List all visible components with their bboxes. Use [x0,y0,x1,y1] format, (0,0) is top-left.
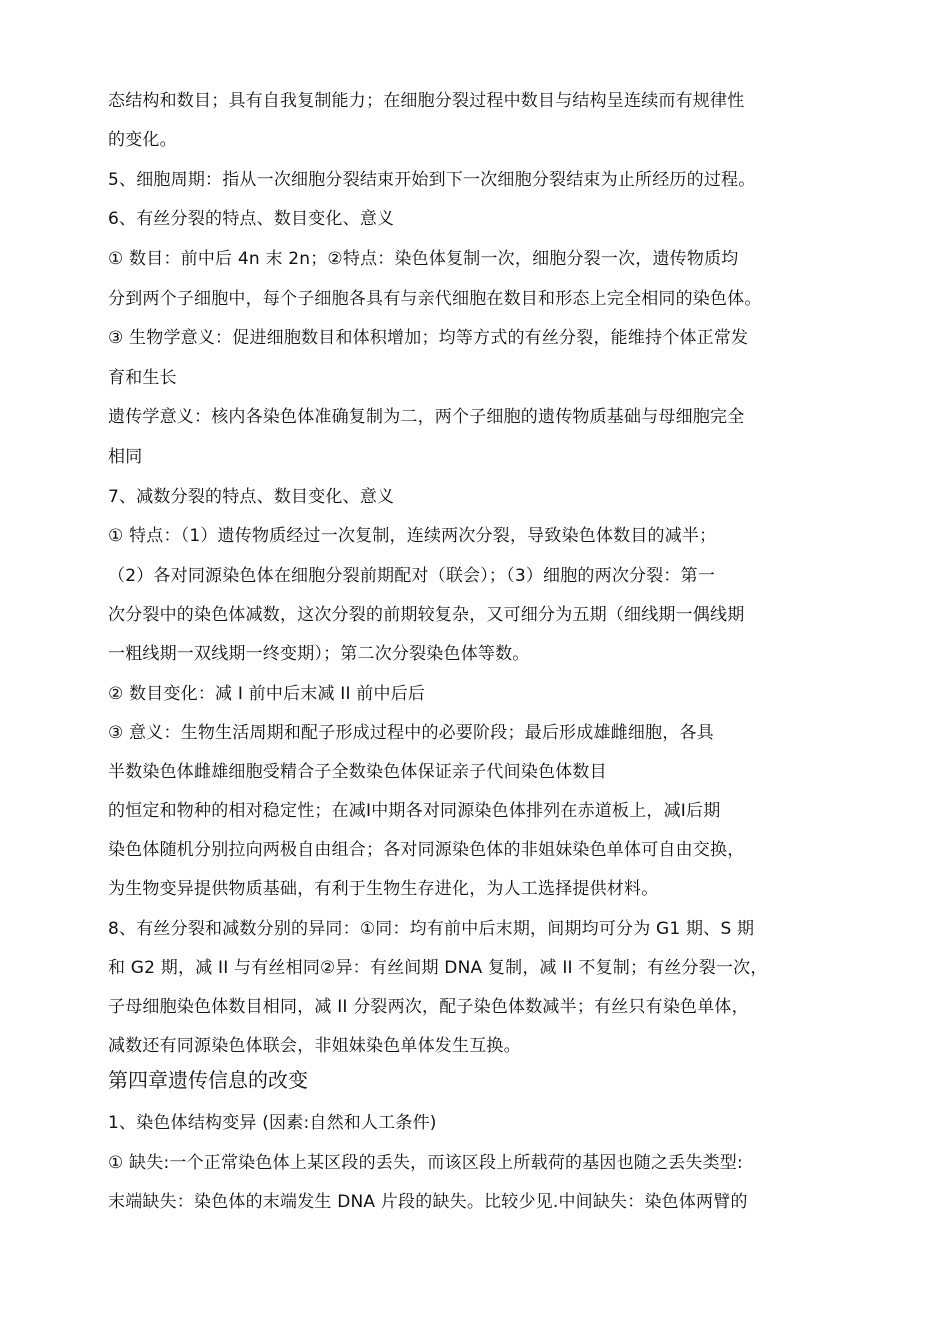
text-line: ③ 生物学意义：促进细胞数目和体积增加；均等方式的有丝分裂，能维持个体正常发 [108,328,749,348]
text-line: 8、有丝分裂和减数分别的异同：①同：均有前中后末期，间期均可分为 G1 期、S 期 [108,919,755,939]
text-line: 一粗线期一双线期一终变期）；第二次分裂染色体等数。 [108,644,530,664]
text-line: 5、细胞周期：指从一次细胞分裂结束开始到下一次细胞分裂结束为止所经历的过程。 [108,170,756,190]
text-line: 次分裂中的染色体减数，这次分裂的前期较复杂，又可细分为五期（细线期一偶线期 [108,605,745,625]
text-line: （2）各对同源染色体在细胞分裂前期配对（联会）；（3）细胞的两次分裂：第一 [108,566,716,586]
text-line: 态结构和数目；具有自我复制能力；在细胞分裂过程中数目与结构呈连续而有规律性 [108,91,745,111]
section-heading: 7、减数分裂的特点、数目变化、意义 [108,487,395,507]
text-line: 分到两个子细胞中，每个子细胞各具有与亲代细胞在数目和形态上完全相同的染色体。 [108,289,762,309]
text-line: 相同 [108,447,143,467]
text-line: 遗传学意义：核内各染色体准确复制为二，两个子细胞的遗传物质基础与母细胞完全 [108,407,745,427]
text-line: 末端缺失：染色体的末端发生 DNA 片段的缺失。比较少见.中间缺失：染色体两臂的 [108,1192,748,1212]
text-line: 子母细胞染色体数目相同，减 II 分裂两次，配子染色体数减半；有丝只有染色单体， [108,997,749,1017]
text-line: 半数染色体雌雄细胞受精合子全数染色体保证亲子代间染色体数目 [108,762,607,782]
text-line: ③ 意义：生物生活周期和配子形成过程中的必要阶段；最后形成雄雌细胞，各具 [108,723,714,743]
text-line: ① 特点：（1）遗传物质经过一次复制，连续两次分裂，导致染色体数目的减半； [108,526,717,546]
text-line: ① 缺失:一个正常染色体上某区段的丢失，而该区段上所载荷的基因也随之丢失类型: [108,1153,743,1173]
text-line: 的变化。 [108,130,177,150]
text-line: 1、染色体结构变异 (因素:自然和人工条件) [108,1113,437,1133]
section-heading: 6、有丝分裂的特点、数目变化、意义 [108,209,395,229]
chapter-heading: 第四章遗传信息的改变 [108,1068,308,1092]
text-line: 减数还有同源染色体联会，非姐妹染色单体发生互换。 [108,1036,521,1056]
text-line: ① 数目：前中后 4n 末 2n；②特点：染色体复制一次，细胞分裂一次，遗传物质均 [108,249,739,269]
text-line: 和 G2 期，减 II 与有丝相同②异：有丝间期 DNA 复制，减 II 不复制；有丝分裂一次， [108,958,768,978]
text-line: 育和生长 [108,368,177,388]
text-line: 染色体随机分别拉向两极自由组合；各对同源染色体的非姐妹染色单体可自由交换， [108,840,745,860]
text-line: 的恒定和物种的相对稳定性；在减Ⅰ中期各对同源染色体排列在赤道板上，减Ⅰ后期 [108,801,721,821]
text-line: 为生物变异提供物质基础，有利于生物生存进化，为人工选择提供材料。 [108,879,659,899]
text-line: ② 数目变化：减 I 前中后末减 II 前中后后 [108,684,426,704]
